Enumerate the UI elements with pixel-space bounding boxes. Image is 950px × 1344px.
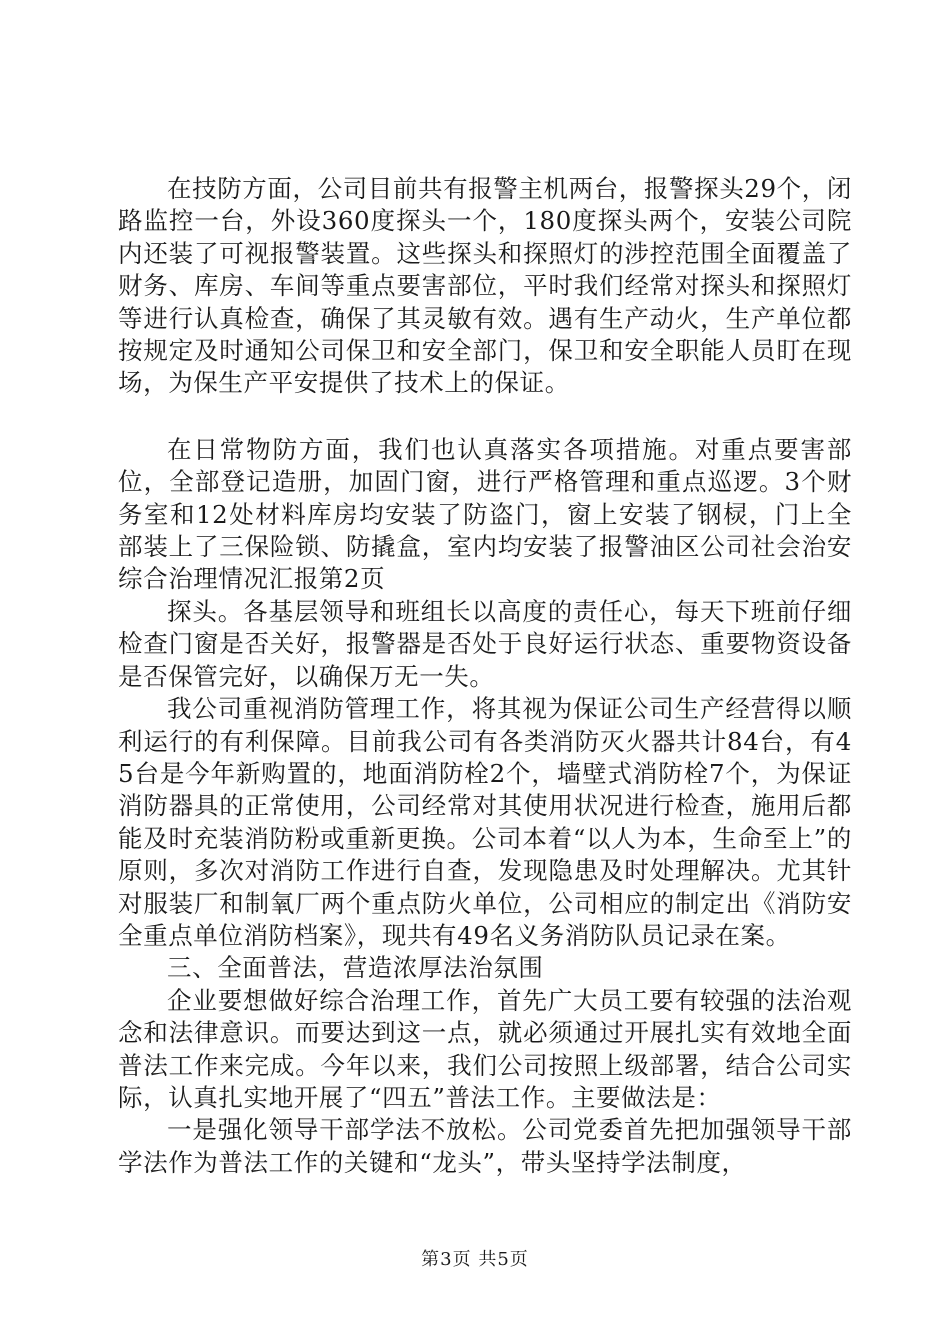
paragraph-inspection: 探头。各基层领导和班组长以高度的责任心，每天下班前仔细检查门窗是否关好，报警器是否处于良好运行状态、重要物资设备是否保管完好，以确保万无一失。 — [118, 596, 852, 691]
page-footer: 第3页 共5页 — [421, 1249, 529, 1270]
paragraph-tech-defense: 在技防方面，公司目前共有报警主机两台，报警探头29个，闭路监控一台，外设360度探头一个，180度探头两个，安装公司院内还装了可视报警装置。这些探头和探照灯的涉控范围全面覆盖了财务、库房、车间等重点要害部位，平时我们经常对探头和探照灯等进行认真检查，确保了其灵敏有效。遇有生产动火，生产单位都按规定及时通知公司保卫和安全部门，保卫和安全职能人员盯在现场，为保生产平安提供了技术上的保证。 — [118, 174, 852, 398]
document-body — [118, 173, 852, 1179]
paragraph-fire-safety: 我公司重视消防管理工作，将其视为保证公司生产经营得以顺利运行的有利保障。目前我公司有各类消防灭火器共计84台，有45台是今年新购置的，地面消防栓2个，墙壁式消防栓7个，为保证消防器具的正常使用，公司经常对其使用状况进行检查，施用后都能及时充装消防粉或重新更换。公司本着“以人为本，生命至上”的原则，多次对消防工作进行自查，发现隐患及时处理解决。尤其针对服装厂和制氧厂两个重点防火单位，公司相应的制定出《消防安全重点单位消防档案》，现共有49名义务消防队员记录在案。 — [118, 694, 852, 950]
paragraph-legal-awareness: 企业要想做好综合治理工作，首先广大员工要有较强的法治观念和法律意识。而要达到这一点，就必须通过开展扎实有效地全面普法工作来完成。今年以来，我们公司按照上级部署，结合公司实际，认真扎实地开展了“四五”普法工作。主要做法是： — [118, 985, 852, 1112]
paragraph-physical-defense: 在日常物防方面，我们也认真落实各项措施。对重点要害部位，全部登记造册，加固门窗，进行严格管理和重点巡逻。3个财务室和12处材料库房均安装了防盗门，窗上安装了钢棂，门上全部装上了三保险锁、防撬盒，室内均安装了报警油区公司社会治安综合治理情况汇报第2页 — [118, 434, 852, 594]
paragraph-leadership-study: 一是强化领导干部学法不放松。公司党委首先把加强领导干部学法作为普法工作的关键和“龙头”，带头坚持学法制度， — [118, 1115, 852, 1177]
section-heading-legal: 三、全面普法，营造浓厚法治氛围 — [167, 953, 544, 983]
